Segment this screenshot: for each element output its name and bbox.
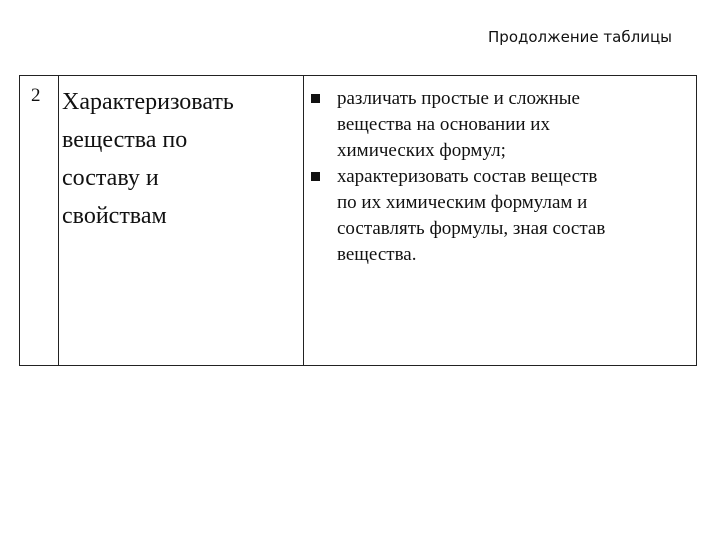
table-row xyxy=(20,76,697,366)
topic-line: составу и xyxy=(62,165,159,191)
content-table xyxy=(19,75,697,366)
list-item xyxy=(311,164,686,268)
square-bullet-icon xyxy=(311,94,320,103)
topic-line: Характеризовать xyxy=(62,89,234,115)
topic-line: вещества по xyxy=(62,127,188,153)
skill-line: составлять формулы, зная состав xyxy=(337,218,606,239)
skill-text xyxy=(337,164,605,268)
skill-text xyxy=(337,86,580,164)
skill-line: вещества на основании их xyxy=(337,114,550,135)
table-continuation-caption: Продолжение таблицы xyxy=(488,28,672,46)
skill-line: химических формул; xyxy=(337,140,506,161)
skill-line: различать простые и сложные xyxy=(337,88,580,109)
topic-line: свойствам xyxy=(62,203,167,229)
skill-line: характеризовать состав веществ xyxy=(337,166,598,187)
topic-text xyxy=(59,76,303,235)
list-item xyxy=(311,86,686,164)
row-number-cell xyxy=(20,76,59,366)
skills-cell xyxy=(304,76,697,366)
skill-line: по их химическим формулам и xyxy=(337,192,588,213)
skill-line: вещества. xyxy=(337,244,417,265)
topic-cell xyxy=(59,76,304,366)
skills-list xyxy=(304,76,696,268)
row-number: 2 xyxy=(31,85,41,106)
square-bullet-icon xyxy=(311,172,320,181)
